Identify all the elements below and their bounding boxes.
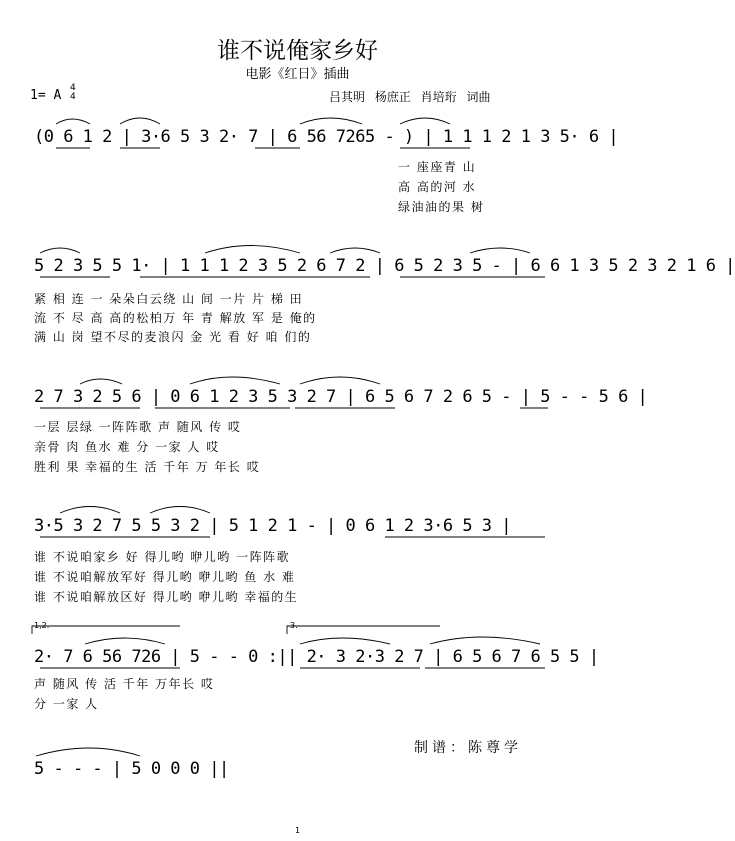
key-signature: 1= A xyxy=(30,88,62,103)
lyric-line-1-verse-1: 一 座座青 山 xyxy=(398,160,477,174)
time-signature-bottom: 4 xyxy=(70,92,76,102)
composer-credits: 吕其明 杨庶正 肖培珩 词曲 xyxy=(329,90,491,104)
volta-second-ending: 3. xyxy=(290,621,298,630)
lyric-line-3-verse-1: 一层 层绿 一阵阵歌 声 随风 传 哎 xyxy=(34,420,242,434)
notation-line-4: 3·5 3 2 7 5 5 3 2 | 5 1 2 1 - | 0 6 1 2 3·6 5 3 | xyxy=(34,516,512,536)
volta-first-ending: 1,2. xyxy=(34,621,50,630)
notation-line-2: 5 2 3 5 5 1· | 1 1 1 2 3 5 2 6 7 2 | 6 5 2 3 5 - | 6 6 1 3 5 2 3 2 1 6 | xyxy=(34,256,735,276)
lyric-line-4-verse-3: 谁 不说咱解放区好 得儿哟 咿儿哟 幸福的生 xyxy=(34,590,299,604)
lyric-line-4-verse-1: 谁 不说咱家乡 好 得儿哟 咿儿哟 一阵阵歌 xyxy=(34,550,291,564)
notation-line-5: 2· 7 6 56 726 | 5 - - 0 :|| 2· 3 2·3 2 7 | 6 5 6 7 6 5 5 | xyxy=(34,647,599,667)
lyric-line-3-verse-2: 亲骨 肉 鱼水 难 分 一家 人 哎 xyxy=(34,440,220,454)
page-title: 谁不说俺家乡好 xyxy=(217,38,378,64)
page-subtitle: 电影《红日》插曲 xyxy=(245,67,350,82)
lyric-line-3-verse-3: 胜利 果 幸福的生 活 千年 万 年长 哎 xyxy=(34,460,261,474)
notation-line-3: 2 7 3 2 5 6 | 0 6 1 2 3 5 3 2 7 | 6 5 6 7 2 6 5 - | 5 - - 5 6 | xyxy=(34,387,648,407)
lyric-line-2-verse-2: 流 不 尽 高 高的松柏万 年 青 解放 军 是 俺的 xyxy=(34,311,317,325)
lyric-line-1-verse-2: 高 高的河 水 xyxy=(398,180,477,194)
lyric-line-2-verse-3: 满 山 岗 望不尽的麦浪闪 金 光 看 好 咱 们的 xyxy=(34,330,312,344)
page-number: 1 xyxy=(294,826,301,835)
notation-line-1: (0 6 1 2 | 3·6 5 3 2· 7 | 6 56 7265 - ) | 1 1 1 2 1 3 5· 6 | xyxy=(34,127,619,147)
lyric-line-5-verse-1: 声 随风 传 活 千年 万年长 哎 xyxy=(34,677,215,691)
lyric-line-4-verse-2: 谁 不说咱解放军好 得儿哟 咿儿哟 鱼 水 难 xyxy=(34,570,296,584)
arranger-credit: 制谱：陈尊学 xyxy=(414,740,522,756)
lyric-line-5-verse-2: 分 一家 人 xyxy=(34,697,99,711)
time-signature-top: 4 xyxy=(70,83,76,93)
lyric-line-1-verse-3: 绿油油的果 树 xyxy=(398,200,485,214)
notation-line-6: 5 - - - | 5 0 0 0 || xyxy=(34,759,229,779)
lyric-line-2-verse-1: 紧 相 连 一 朵朵白云绕 山 间 一片 片 梯 田 xyxy=(34,292,304,306)
